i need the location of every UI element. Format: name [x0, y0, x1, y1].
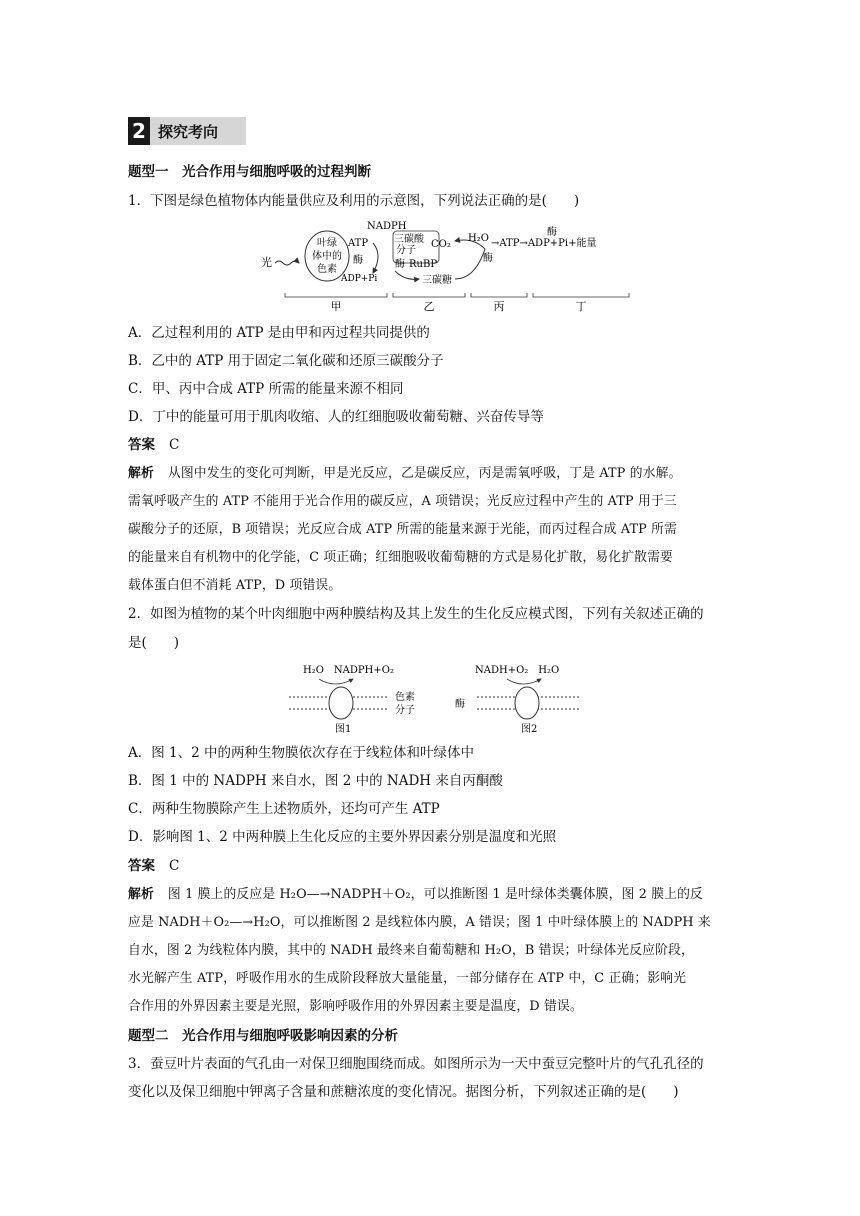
pigment-line-3: 色素 [317, 264, 337, 275]
co2-label: CO₂ [431, 239, 451, 250]
membrane-figure-1 [289, 665, 415, 735]
segment-bing: 丙 [493, 300, 505, 313]
enzyme-label-3: 酶 [483, 253, 493, 264]
q2-stem-line-2: 是( ) [128, 635, 180, 651]
fig2-side-label: 酶 [455, 699, 465, 710]
q2-stem-line-1: 2．如图为植物的某个叶肉细胞中两种膜结构及其上发生的生化反应模式图，下列有关叙述正确的 [128, 606, 704, 622]
adp-pi-label: ADP+Pi [341, 274, 378, 284]
q1-explain-line-3: 碳酸分子的还原，B 项错误；光反应合成 ATP 所需的能量来源于光能，而丙过程合成 ATP 所需 [128, 522, 678, 537]
q2-explain-text-1: 图 1 膜上的反应是 H₂O—→NADPH＋O₂，可以推断图 1 是叶绿体类囊体膜，图 2 膜上的反 [167, 887, 704, 902]
q1-answer-label: 答案 [128, 437, 155, 453]
q1-explain-line-4: 的能量来自有机物中的化学能，C 项正确；红细胞吸收葡萄糖的方式是易化扩散，易化扩散需要 [128, 550, 673, 565]
q1-option-c: C．甲、丙中合成 ATP 所需的能量来源不相同 [128, 381, 404, 397]
q1-explain-text-1: 从图中发生的变化可判断，甲是光反应，乙是碳反应，丙是需氧呼吸，丁是 ATP 的水解。 [167, 466, 682, 481]
pigment-line-1: 叶绿 [317, 238, 337, 249]
q2-explain-label: 解析 [128, 887, 154, 902]
q3-stem-line-1: 3．蚕豆叶片表面的气孔由一对保卫细胞围绕而成。如图所示为一天中蚕豆完整叶片的气孔孔径的 [128, 1056, 704, 1072]
bracket-bing [471, 293, 527, 297]
q3-stem-line-2: 变化以及保卫细胞中钾离子含量和蔗糖浓度的变化情况。据图分析，下列叙述正确的是( ) [128, 1084, 679, 1100]
section-title: 探究考向 [150, 117, 246, 145]
q1-answer [128, 436, 738, 454]
pga-line-1: 三碳酸 [394, 234, 424, 245]
atp-hydrolysis-label: →ATP→ADP+Pi+能量 [491, 238, 597, 249]
q2-answer-label: 答案 [128, 858, 155, 874]
bracket-yi [393, 293, 465, 297]
q1-stem: 1．下图是绿色植物体内能量供应及利用的示意图，下列说法正确的是( ) [128, 193, 580, 209]
section-header [128, 117, 246, 145]
fig1-side-line-1: 色素 [395, 692, 415, 703]
q1-explain-label: 解析 [128, 466, 154, 481]
atp-label: ATP [348, 238, 369, 249]
bracket-jia [285, 293, 387, 297]
energy-flow-diagram [255, 213, 635, 313]
bracket-ding [533, 293, 629, 297]
rubp-label: RuBP [409, 259, 438, 270]
h2o-label: H₂O [468, 233, 489, 244]
nadph-label: NADPH [367, 221, 407, 232]
q1-explain-line-1 [128, 465, 738, 483]
triose-label: 三碳糖 [422, 275, 452, 286]
fig2-caption: 图2 [521, 724, 538, 735]
q2-explain-line-4: 水光解产生 ATP，呼吸作用水的生成阶段释放大量能量，一部分储存在 ATP 中，C 正确；影响光 [128, 971, 687, 986]
type1-heading: 题型一 光合作用与细胞呼吸的过程判断 [128, 164, 371, 180]
q2-option-c: C．两种生物膜除产生上述物质外，还均可产生 ATP [128, 801, 440, 817]
q2-answer-value: C [169, 858, 180, 874]
q2-explain-line-3: 自水，图 2 为线粒体内膜，其中的 NADH 最终来自葡萄糖和 H₂O，B 错误；叶绿体光反应阶段， [128, 943, 694, 958]
q1-explain-line-5: 载体蛋白但不消耗 ATP，D 项错误。 [128, 578, 342, 593]
fig1-side-line-2: 分子 [395, 705, 415, 716]
q2-option-d: D．影响图 1、2 中两种膜上生化反应的主要外界因素分别是温度和光照 [128, 829, 557, 845]
type2-heading: 题型二 光合作用与细胞呼吸影响因素的分析 [128, 1028, 398, 1044]
triose-arrow [395, 271, 419, 279]
section-number: 2 [128, 117, 150, 145]
q1-option-d: D．丁中的能量可用于肌肉收缩、人的红细胞吸收葡萄糖、兴奋传导等 [128, 409, 544, 425]
q2-explain-line-1 [128, 886, 738, 904]
fig1-caption: 图1 [335, 724, 352, 735]
enzyme-label-4: 酶 [547, 227, 557, 238]
q2-explain-line-5: 合作用的外界因素主要是光照，影响呼吸作用的外界因素主要是温度，D 错误。 [128, 999, 583, 1014]
enzyme-label-1: 酶 [353, 255, 363, 266]
q1-option-a: A．乙过程利用的 ATP 是由甲和丙过程共同提供的 [128, 325, 430, 341]
respiration-arrow [455, 240, 485, 279]
light-label: 光 [261, 256, 272, 269]
q2-option-a: A．图 1、2 中的两种生物膜依次存在于线粒体和叶绿体中 [128, 745, 475, 761]
pga-line-2: 分子 [396, 245, 416, 256]
q1-option-b: B．乙中的 ATP 用于固定二氧化碳和还原三碳酸分子 [128, 353, 444, 369]
q2-option-b: B．图 1 中的 NADPH 来自水，图 2 中的 NADH 来自丙酮酸 [128, 773, 503, 789]
membrane-figure-2 [455, 665, 581, 735]
q2-explain-line-2: 应是 NADH＋O₂—→H₂O，可以推断图 2 是线粒体内膜，A 错误；图 1 中叶绿体膜上的 NADPH 来 [128, 915, 711, 930]
q1-explain-line-2: 需氧呼吸产生的 ATP 不能用于光合作用的碳反应，A 项错误；光反应过程中产生的 ATP 用于三 [128, 494, 677, 509]
q2-answer [128, 857, 738, 875]
light-wave [275, 261, 299, 265]
pigment-line-2: 体中的 [312, 251, 342, 262]
segment-jia: 甲 [330, 300, 342, 313]
membrane-diagram [285, 657, 585, 737]
segment-yi: 乙 [423, 300, 435, 313]
fig1-top-label: H₂O NADPH+O₂ [303, 665, 394, 676]
fig2-top-label: NADH+O₂ H₂O [475, 665, 560, 676]
segment-ding: 丁 [575, 300, 587, 313]
enzyme-label-2: 酶 [395, 259, 405, 270]
atp-cycle-arrow [373, 243, 378, 273]
q1-answer-value: C [169, 437, 180, 453]
